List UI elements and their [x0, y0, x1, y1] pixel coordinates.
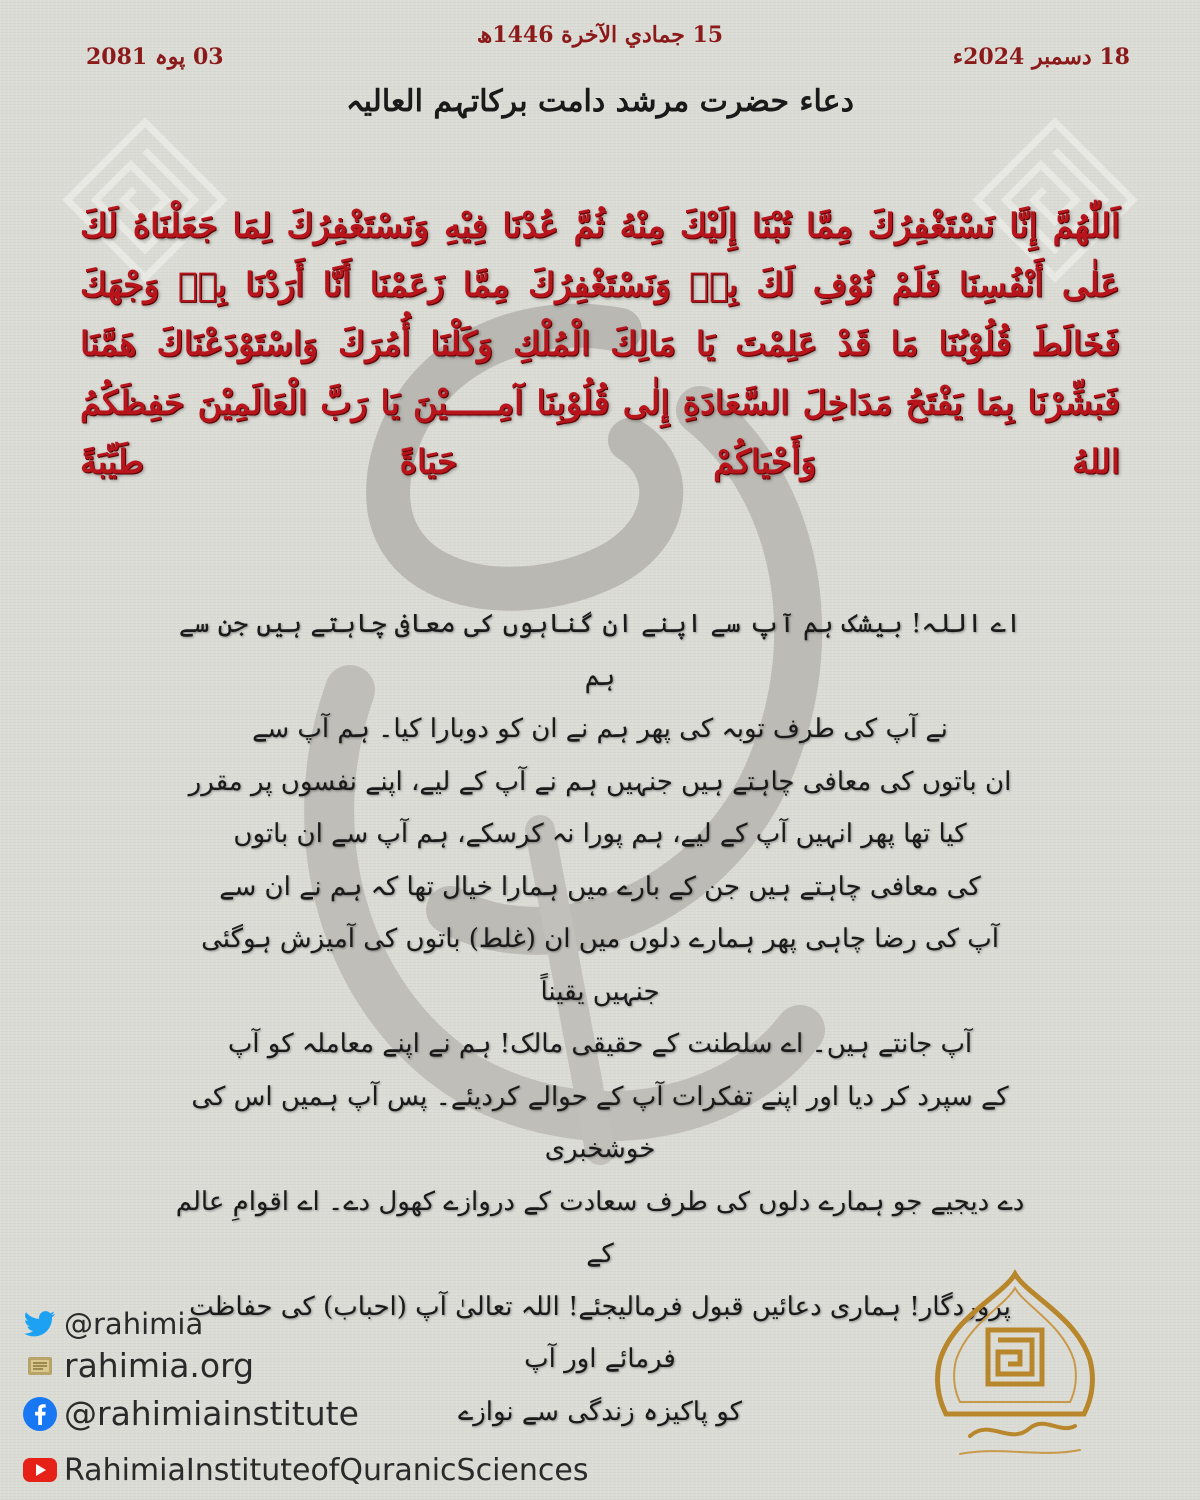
- facebook-handle: @rahimiainstitute: [64, 1394, 359, 1433]
- urdu-translation: [170, 598, 1030, 1438]
- urdu-line: پروردگار! ہماری دعائیں قبول فرمالیجئے! اللہ تعالیٰ آپ (احباب) کی حفاظت فرمائے اور آپ: [189, 1291, 1011, 1374]
- urdu-line: ان باتوں کی معافی چاہتے ہیں جنہیں ہم نے آپ کے لیے، اپنے نفسوں پر مقرر: [188, 766, 1012, 797]
- page-title: دعاء حضرت مرشد دامت برکاتہم العالیہ: [346, 84, 854, 119]
- youtube-icon: [22, 1452, 58, 1488]
- website-url: rahimia.org: [64, 1346, 255, 1385]
- facebook-icon: [22, 1396, 58, 1432]
- website-link[interactable]: [22, 1346, 254, 1385]
- youtube-link[interactable]: [22, 1452, 588, 1488]
- twitter-handle: @rahimia: [64, 1307, 204, 1341]
- urdu-line: کیا تھا پھر انہیں آپ کے لیے، ہم پورا نہ کرسکے، ہم آپ سے ان باتوں: [233, 819, 967, 849]
- hijri-date: 15 جمادي الآخرة 1446ھ: [476, 22, 724, 48]
- urdu-line: کی معافی چاہتے ہیں جن کے بارے میں ہمارا خیال تھا کہ ہم نے ان سے: [219, 871, 981, 902]
- facebook-link[interactable]: [22, 1394, 359, 1433]
- twitter-icon: [22, 1306, 58, 1342]
- urdu-line: اے اللہ! بیشک ہم آپ سے اپنے ان گناہوں کی معافی چاہتے ہیں جن سے ہم: [178, 609, 1022, 692]
- urdu-line: نے آپ کی طرف توبہ کی پھر ہم نے ان کو دوبارا کیا۔ ہم آپ سے: [252, 714, 948, 744]
- urdu-line: کے سپرد کر دیا اور اپنے تفکرات آپ کے حوالے کردیئے۔ پس آپ ہمیں اس کی خوشخبری: [191, 1081, 1009, 1164]
- urdu-line: کو پاکیزہ زندگی سے نوازے: [457, 1396, 743, 1427]
- gregorian-date: 18 دسمبر 2024ء: [952, 44, 1130, 70]
- urdu-line: دے دیجیے جو ہمارے دلوں کی طرف سعادت کے دروازے کھول دے۔ اے اقوامِ عالم کے: [175, 1186, 1025, 1269]
- urdu-line: آپ کی رضا چاہی پھر ہمارے دلوں میں ان (غلط) باتوں کی آمیزش ہوگئی جنہیں یقیناً: [201, 924, 999, 1007]
- bikrami-date: 03 پوہ 2081: [86, 44, 224, 70]
- twitter-link[interactable]: [22, 1306, 203, 1342]
- rahimia-logo: [910, 1268, 1120, 1468]
- arabic-dua: اَللّٰهُمَّ إِنَّا نَسْتَغْفِرُكَ مِمَّا تُبْنَا إِلَيْكَ مِنْهُ ثُمَّ عُدْنَا فِيْهِ وَنَسْتَغْفِرُكَ لِمَا جَعَلْنَاهُ لَكَ عَلٰى أَنْفُسِنَا فَلَمْ نُوْفِ لَكَ بِهٖ وَنَسْتَغْفِرُكَ مِمَّا زَعَمْنَا أَنَّا أَرَدْنَا بِهٖ وَجْهَكَ فَخَالَطَ قُلُوْبُنَا مَا قَدْ عَلِمْتَ يَا مَالِكَ الْمُلْكِ وَكَلْنَا أُمُرَكَ وَاسْتَوْدَعْنَاكَ هَمَّنَا فَبَشِّرْنَا بِمَا يَفْتَحُ مَدَاخِلَ السَّعَادَةِ إِلٰى قُلُوْبِنَا آمِـــــيْنَ يَا رَبَّ الْعَالَمِيْنَ حَفِظَكُمُ اللهُ وَأَحْيَاكُمْ حَيَاةً طَيِّبَةً: [80, 206, 1120, 481]
- globe-icon: [22, 1348, 58, 1384]
- urdu-line: آپ جانتے ہیں۔ اے سلطنت کے حقیقی مالک! ہم نے اپنے معاملہ کو آپ: [227, 1029, 973, 1059]
- youtube-channel: RahimiaInstituteofQuranicSciences: [64, 1452, 589, 1488]
